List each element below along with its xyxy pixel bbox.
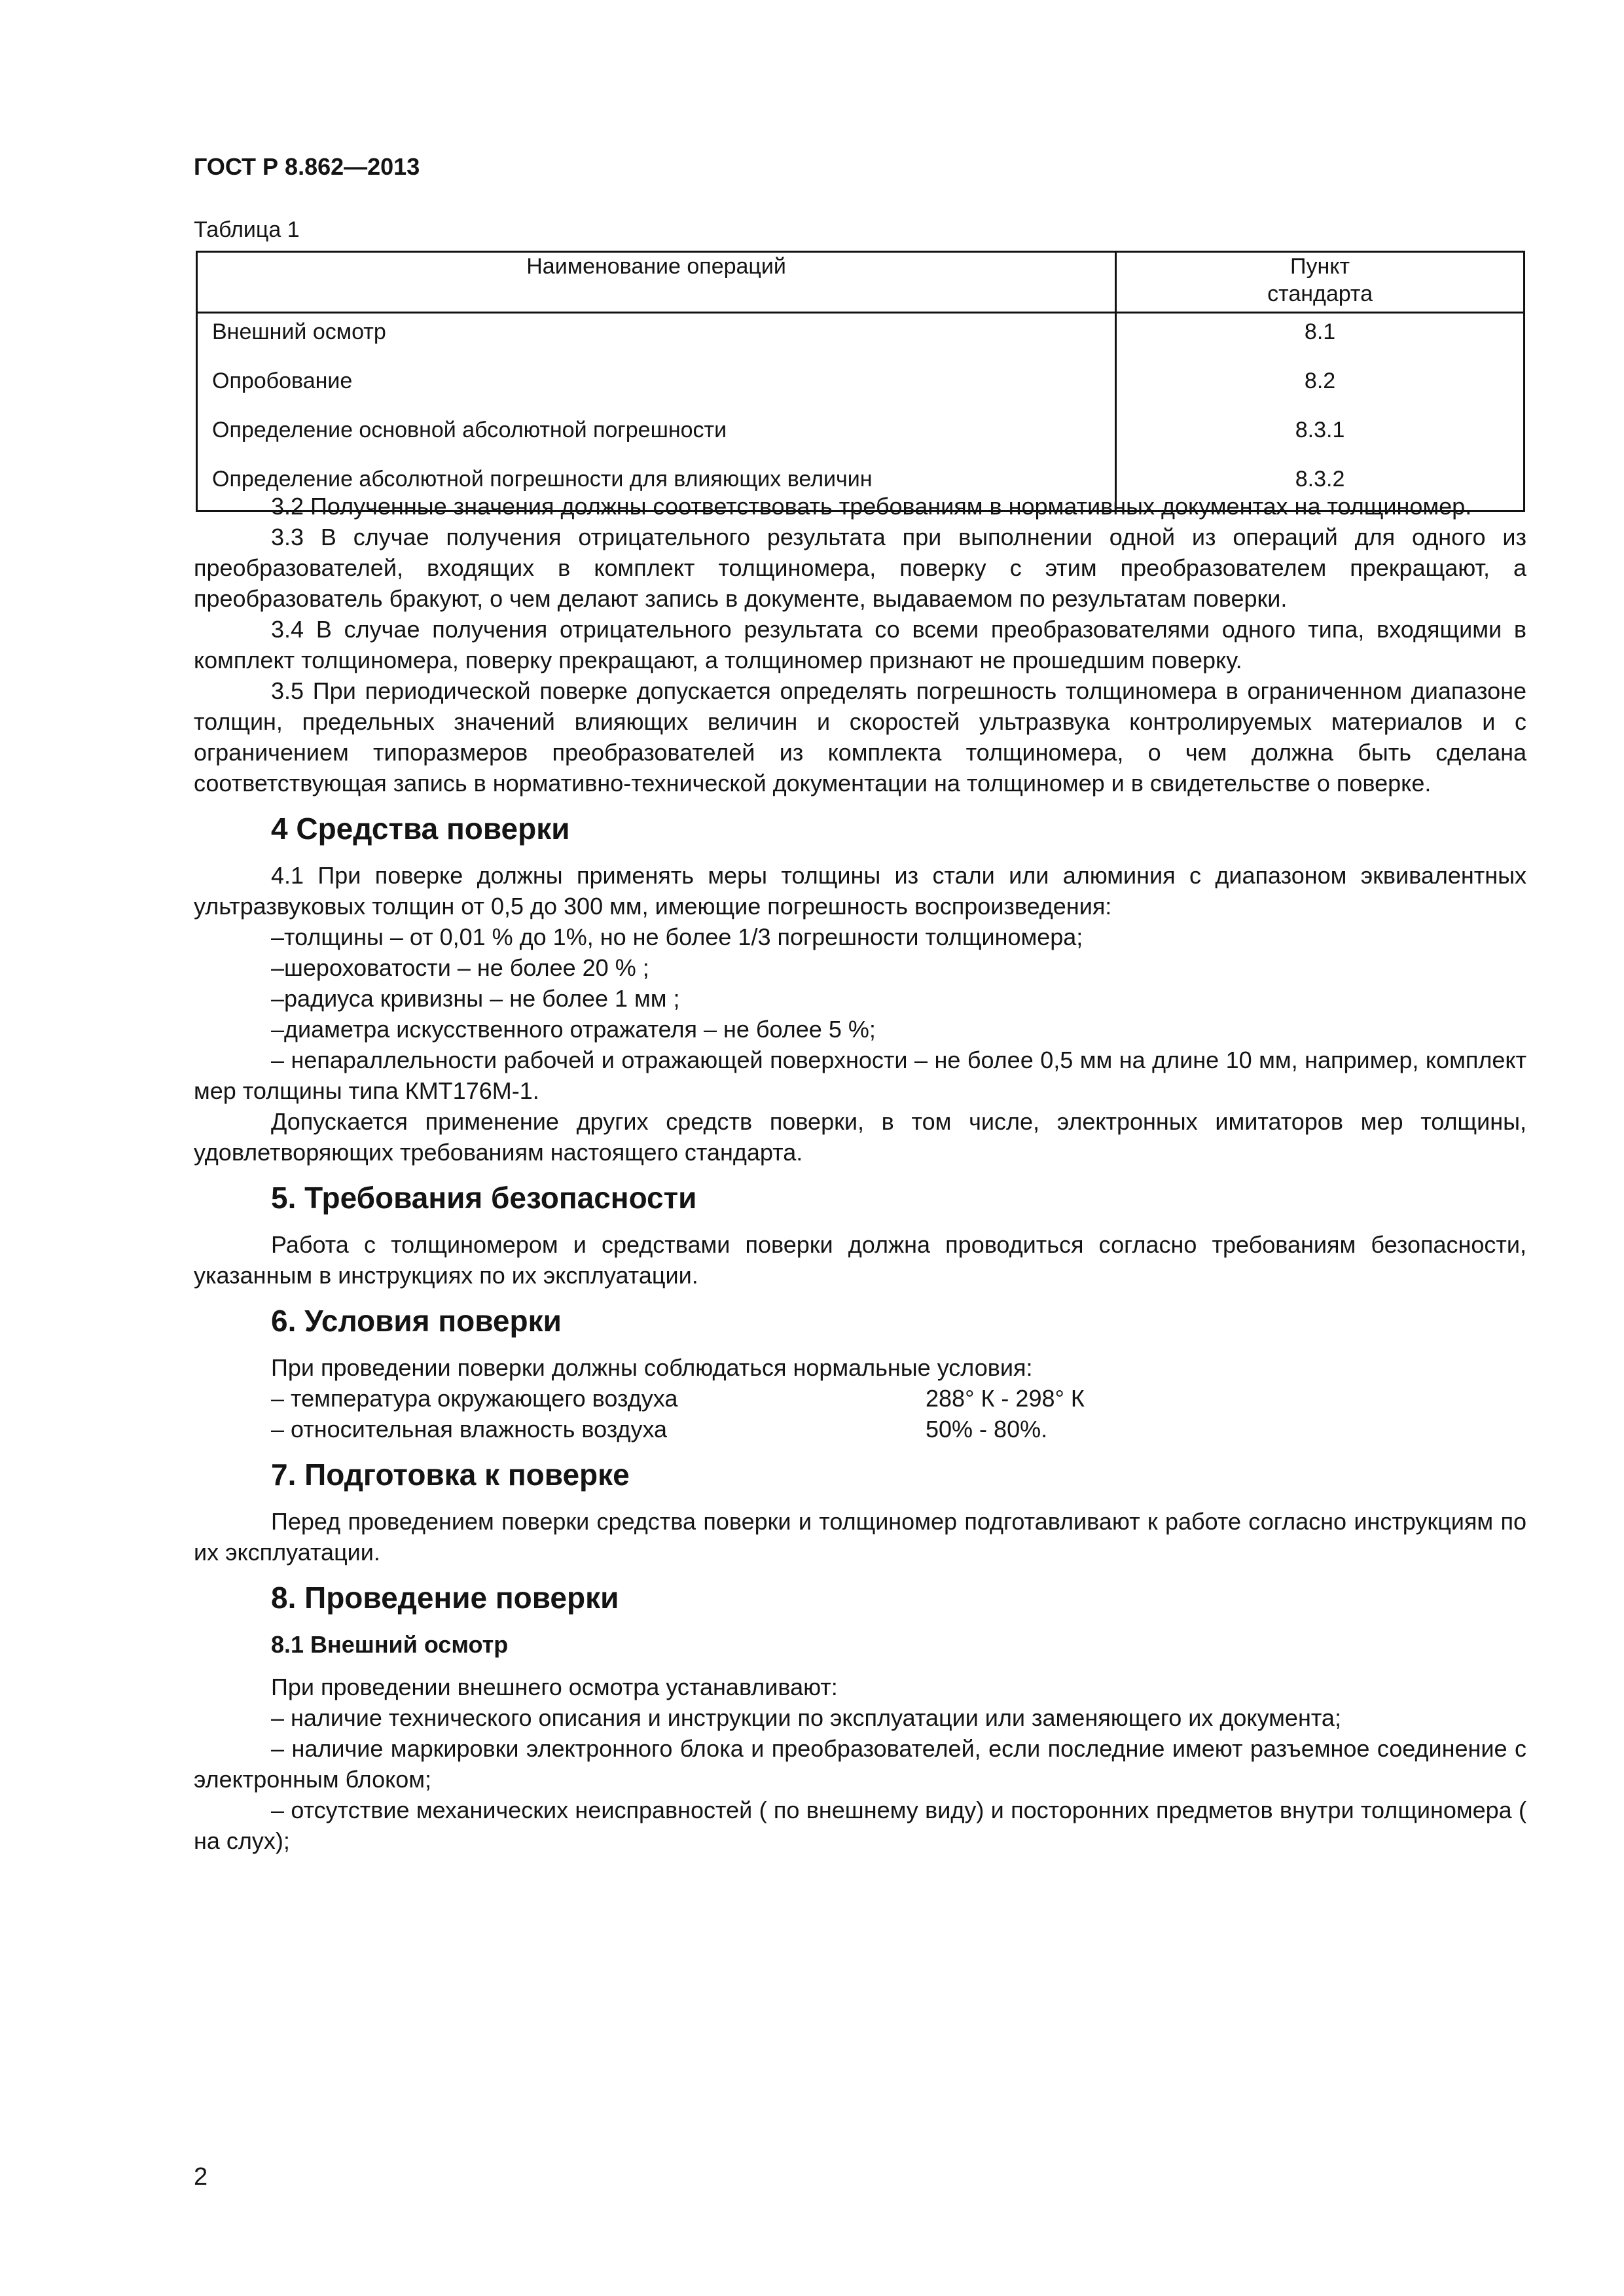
section-4-heading: 4 Средства поверки [271,812,570,846]
condition-label: – температура окружающего воздуха [271,1385,678,1412]
subsection-8-1-heading: 8.1 Внешний осмотр [271,1631,509,1658]
operation-clause: 8.2 [1116,363,1525,412]
paragraph-3-5: 3.5 При периодической поверке допускается определять погрешность толщиномера в ограниченном диапазоне толщин, предельных значений влияющих величин и скоростей ультразвука контролируемых материалов и с ограничением типоразмеров преобразователей из комплекта толщиномера, о чем должна быть сделана соответствующая запись в нормативно-технической документации на толщиномер и в свидетельстве о поверке. [194,677,1526,797]
section-8-heading: 8. Проведение поверки [271,1581,619,1615]
paragraph-7: Перед проведением поверки средства поверки и толщиномер подготавливают к работе согласно инструкциям по их эксплуатации. [194,1508,1526,1566]
operation-name: Определение основной абсолютной погрешности [197,412,1116,461]
condition-value: 288° К - 298° К [926,1385,1085,1412]
operation-clause: 8.3.1 [1116,412,1525,461]
condition-label: – относительная влажность воздуха [271,1416,668,1443]
list-item: – непараллельности рабочей и отражающей поверхности – не более 0,5 мм на длине 10 мм, например, комплект мер толщины типа КМТ176М-1. [194,1047,1526,1104]
paragraph-3-3: 3.3 В случае получения отрицательного результата при выполнении одной из операций для одного из преобразователей, входящих в комплект толщиномера, поверку с этим преобразователем прекращают, а преобразователь бракуют, о чем делают запись в документе, выдаваемом по результатам поверки. [194,524,1526,612]
list-item: –радиуса кривизны – не более 1 мм ; [271,985,680,1012]
table-row [197,412,1525,461]
paragraph-3-2: 3.2 Полученные значения должны соответствовать требованиям в нормативных документах на толщиномер. [271,493,1472,520]
operation-name: Опробование [197,363,1116,412]
table-caption: Таблица 1 [194,217,300,242]
list-item: – наличие маркировки электронного блока и преобразователей, если последние имеют разъемное соединение с электронным блоком; [194,1735,1526,1793]
column-header-operations: Наименование операций [197,252,1116,313]
page-number: 2 [194,2163,208,2191]
document-body [194,491,1526,1856]
table-header-row [197,252,1525,313]
table-row [197,363,1525,412]
list-item: –диаметра искусственного отражателя – не более 5 %; [271,1016,876,1043]
list-item: – отсутствие механических неисправностей ( по внешнему виду) и посторонних предметов внутри толщиномера ( на слух); [194,1797,1526,1854]
list-item: –толщины – от 0,01 % до 1%, но не более 1/3 погрешности толщиномера; [271,924,1083,950]
column-header-clause: Пункт стандарта [1116,252,1525,313]
operation-name: Внешний осмотр [197,313,1116,363]
operation-clause: 8.1 [1116,313,1525,363]
section-6-heading: 6. Условия поверки [271,1304,562,1338]
section-7-heading: 7. Подготовка к поверке [271,1458,630,1492]
operations-table [196,251,1525,512]
table-row [197,313,1525,363]
standard-header: ГОСТ Р 8.862—2013 [194,153,420,180]
paragraph-6-intro: При проведении поверки должны соблюдаться нормальные условия: [271,1354,1033,1381]
list-item: – наличие технического описания и инструкции по эксплуатации или заменяющего их документа; [271,1704,1341,1731]
paragraph-5: Работа с толщиномером и средствами поверки должна проводиться согласно требованиям безопасности, указанным в инструкциях по их эксплуатации. [194,1231,1526,1289]
condition-value: 50% - 80%. [926,1416,1048,1443]
condition-temperature [194,1383,1526,1414]
paragraph-3-4: 3.4 В случае получения отрицательного результата со всеми преобразователями одного типа, входящими в комплект толщиномера, поверку прекращают, а толщиномер признают не прошедшим поверку. [194,616,1526,673]
operation-name: Определение абсолютной погрешности для влияющих величин [197,461,1116,511]
list-item: –шероховатости – не более 20 % ; [271,954,649,981]
paragraph-4-1: 4.1 При поверке должны применять меры толщины из стали или алюминия с диапазоном эквивалентных ультразвуковых толщин от 0,5 до 300 мм, имеющие погрешность воспроизведения: [194,862,1526,920]
operation-clause: 8.3.2 [1116,461,1525,511]
paragraph-8-1-intro: При проведении внешнего осмотра устанавливают: [271,1674,838,1700]
section-5-heading: 5. Требования безопасности [271,1181,697,1215]
paragraph-4-note: Допускается применение других средств поверки, в том числе, электронных имитаторов мер толщины, удовлетворяющих требованиям настоящего стандарта. [194,1108,1526,1166]
condition-humidity [194,1414,1526,1444]
